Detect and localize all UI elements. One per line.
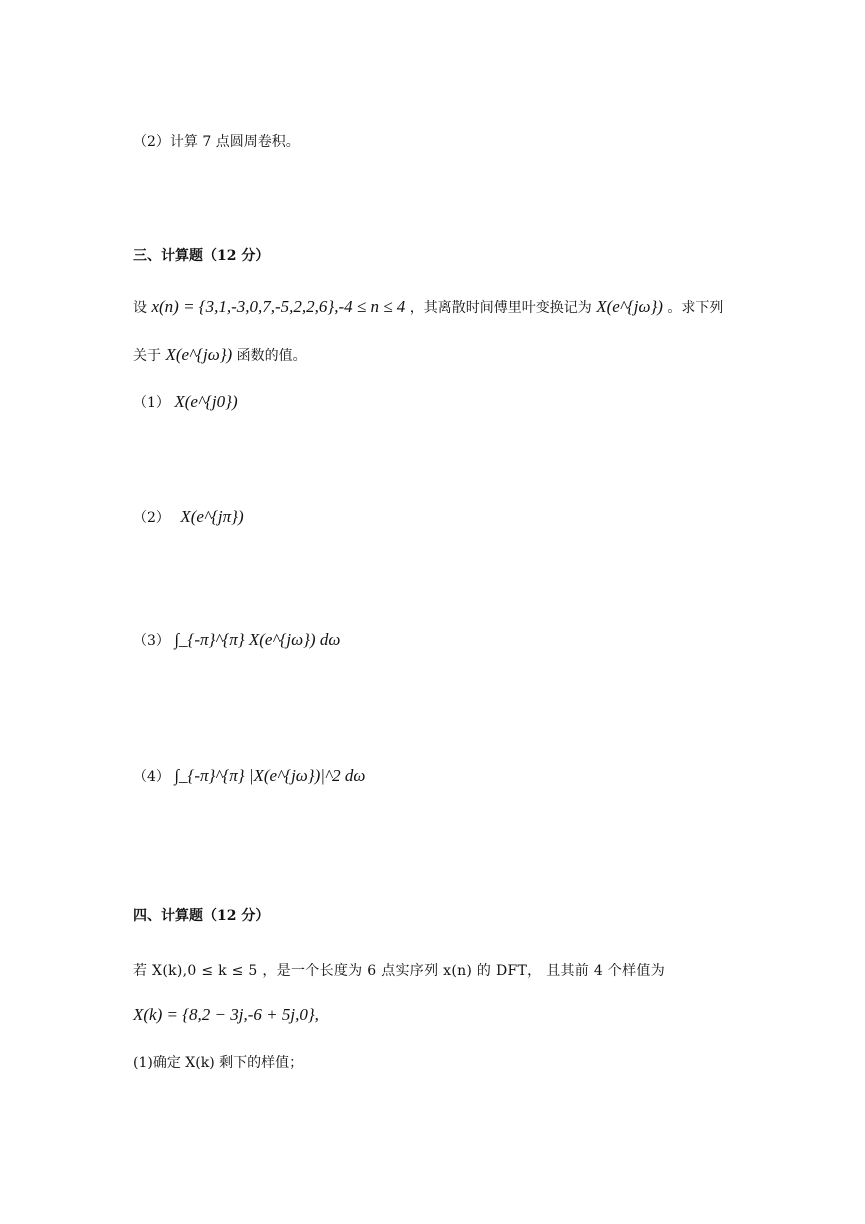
item-expression: ∫_{-π}^{π} |X(e^{jω})|^2 dω [174, 766, 366, 785]
intro-mid: ，其离散时间傅里叶变换记为 [409, 300, 592, 316]
item-label: （4） [133, 769, 170, 785]
intro-suffix: 。求下列 [667, 300, 724, 316]
section3-item-3 [133, 630, 340, 650]
dtft-expression-2: X(e^{jω}) [165, 345, 233, 364]
section4-line3: (1)确定 X(k) 剩下的样值； [133, 1055, 304, 1071]
section3-intro-line2 [133, 345, 307, 365]
item-expression: X(e^{jπ}) [180, 507, 244, 526]
item-expression: ∫_{-π}^{π} X(e^{jω}) dω [174, 630, 341, 649]
intro-prefix: 设 [133, 300, 147, 316]
sequence-definition: x(n) = {3,1,-3,0,7,-5,2,2,6},-4 ≤ n ≤ 4 [151, 297, 406, 316]
dtft-expression: X(e^{jω}) [596, 297, 663, 316]
section3-item-2 [133, 507, 244, 527]
item-label: （1） [133, 395, 170, 411]
section3-heading: 三、计算题（12 分） [133, 248, 270, 264]
intro-line2-prefix: 关于 [133, 348, 161, 364]
item-label: （2） [133, 510, 170, 526]
section4-heading: 四、计算题（12 分） [133, 908, 270, 924]
section3-intro-line1 [133, 297, 723, 317]
section3-item-1 [133, 392, 238, 412]
intro-line2-suffix: 函数的值。 [236, 348, 307, 364]
section4-line2: X(k) = {8,2 − 3j,-6 + 5j,0}, [133, 1005, 319, 1024]
section3-item-4 [133, 766, 365, 786]
item-expression: X(e^{j0}) [174, 392, 238, 411]
item-label: （3） [133, 633, 170, 649]
section4-line1: 若 X(k),0 ≤ k ≤ 5 ，是一个长度为 6 点实序列 x(n) 的 DFT， 且其前 4 个样值为 [133, 963, 666, 979]
part2-item: （2）计算 7 点圆周卷积。 [133, 134, 300, 150]
